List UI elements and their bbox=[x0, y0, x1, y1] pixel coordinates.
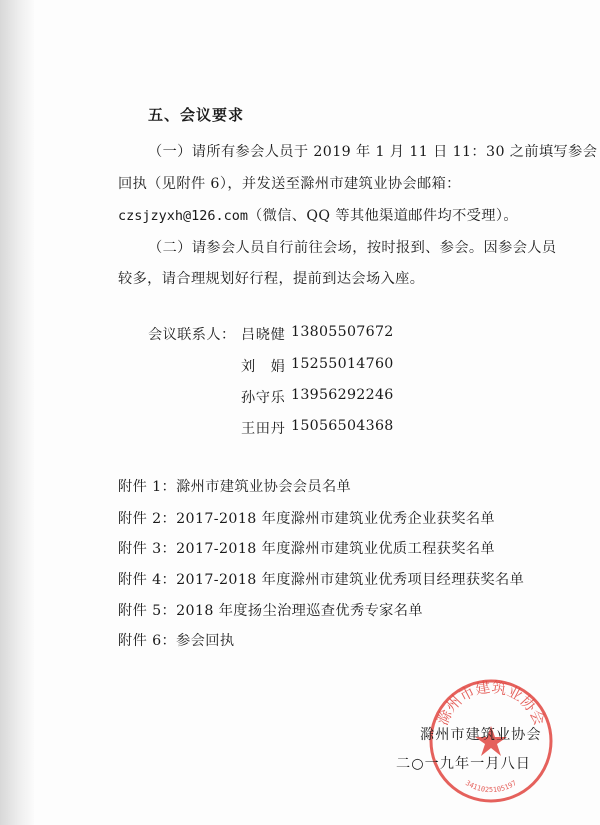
paragraph-2-line-2: 较多，请合理规划好行程，提前到达会场入座。 bbox=[118, 271, 425, 287]
contact-phone: 13805507672 bbox=[291, 324, 394, 340]
attachment-item: 附件 3：2017-2018 年度滁州市建筑业优质工程获奖名单 bbox=[118, 541, 496, 557]
paragraph-1-line-3 bbox=[118, 205, 518, 225]
paragraph-1-line-1: （一）请所有参会人员于 2019 年 1 月 11 日 11：30 之前填写参会 bbox=[148, 144, 598, 160]
contact-name: 吕晓健 bbox=[241, 327, 286, 343]
email-address: czsjzyxh@126.com bbox=[118, 208, 249, 224]
attachment-item: 附件 6：参会回执 bbox=[118, 633, 235, 649]
contact-phone: 15255014760 bbox=[291, 356, 394, 372]
attachment-item: 附件 1：滁州市建筑业协会会员名单 bbox=[118, 479, 352, 495]
seal-text: 滁州市建筑业协会 bbox=[433, 678, 549, 728]
contact-name: 刘 娟 bbox=[241, 359, 286, 375]
signature-date: 二○一九年一月八日 bbox=[396, 756, 531, 772]
attachment-item: 附件 2：2017-2018 年度滁州市建筑业优秀企业获奖名单 bbox=[118, 511, 496, 527]
email-note: （微信、QQ 等其他渠道邮件均不受理）。 bbox=[248, 208, 518, 224]
contact-name: 孙守乐 bbox=[241, 390, 286, 406]
contact-name: 王田丹 bbox=[241, 421, 286, 437]
contacts-label: 会议联系人： bbox=[148, 327, 236, 343]
section-heading: 五、会议要求 bbox=[148, 106, 245, 124]
seal-number: 3411025105197 bbox=[463, 779, 519, 795]
contact-phone: 15056504368 bbox=[291, 418, 394, 434]
paragraph-1-line-2: 回执（见附件 6），并发送至滁州市建筑业协会邮箱： bbox=[118, 176, 461, 192]
paragraph-2-line-1: （二）请参会人员自行前往会场，按时报到、参会。因参会人员 bbox=[148, 240, 557, 256]
contact-phone: 13956292246 bbox=[291, 387, 394, 403]
scan-edge-shadow bbox=[0, 0, 34, 825]
signature-organization: 滁州市建筑业协会 bbox=[420, 727, 542, 743]
attachment-item: 附件 4：2017-2018 年度滁州市建筑业优秀项目经理获奖名单 bbox=[118, 572, 525, 588]
attachment-item: 附件 5：2018 年度扬尘治理巡查优秀专家名单 bbox=[118, 603, 423, 619]
